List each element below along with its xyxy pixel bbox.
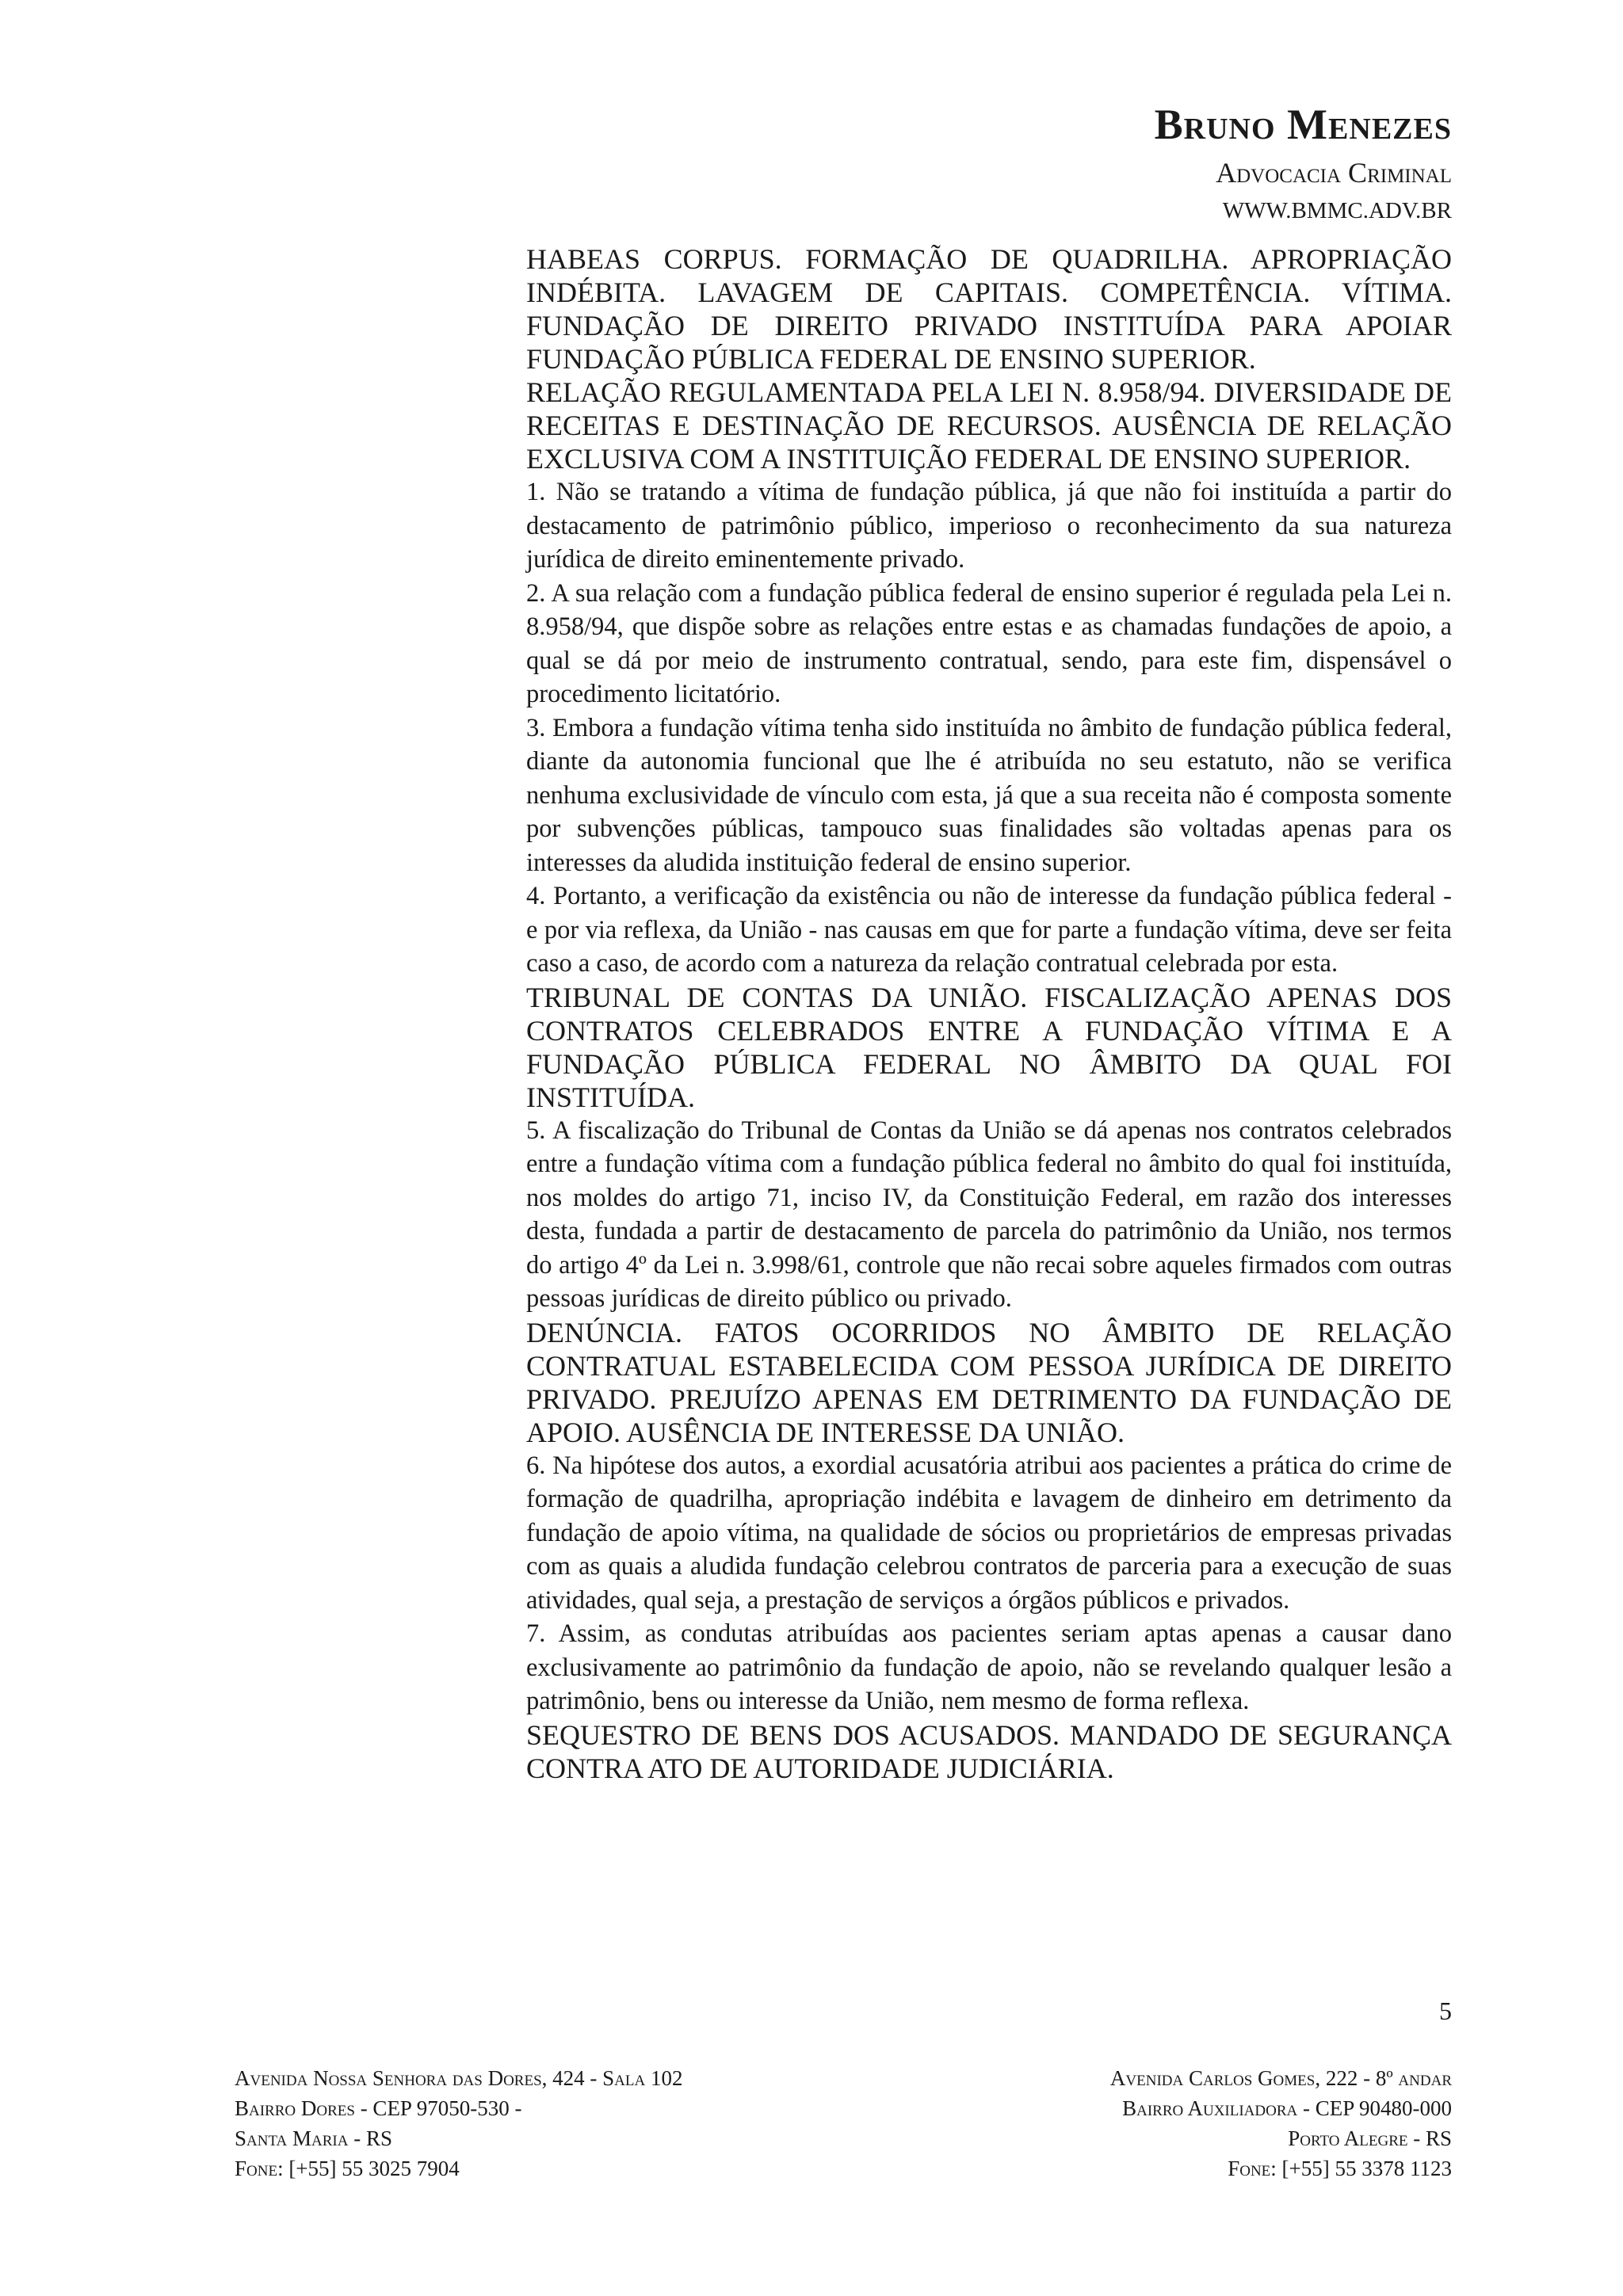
footer-line: Porto Alegre - RS	[1288, 2126, 1452, 2150]
firm-website: WWW.BMMC.ADV.BR	[1222, 198, 1452, 224]
firm-name: Bruno Menezes	[1154, 101, 1452, 148]
footer-line: Avenida Nossa Senhora das Dores, 424 - Sala 102	[235, 2066, 683, 2090]
document-body	[526, 242, 1452, 1785]
heading-paragraph: RELAÇÃO REGULAMENTADA PELA LEI N. 8.958/94. DIVERSIDADE DE RECEITAS E DESTINAÇÃO DE RECURSOS. AUSÊNCIA DE RELAÇÃO EXCLUSIVA COM A INSTITUIÇÃO FEDERAL DE ENSINO SUPERIOR.	[526, 376, 1452, 475]
letterhead	[1155, 101, 1452, 227]
numbered-paragraph: 7. Assim, as condutas atribuídas aos pacientes seriam aptas apenas a causar dano exclusivamente ao patrimônio da fundação de apoio, não se revelando qualquer lesão a patrimônio, bens ou interesse da União, nem mesmo de forma reflexa.	[526, 1619, 1452, 1715]
footer-line: Avenida Carlos Gomes, 222 - 8º andar	[1109, 2066, 1452, 2090]
firm-subtitle: Advocacia Criminal	[1216, 157, 1452, 189]
numbered-paragraph: 1. Não se tratando a vítima de fundação pública, já que não foi instituída a partir do destacamento de patrimônio público, imperioso o reconhecimento da sua natureza jurídica de direito eminentemente privado.	[526, 478, 1452, 574]
numbered-paragraph: 6. Na hipótese dos autos, a exordial acusatória atribui aos pacientes a prática do crime de formação de quadrilha, apropriação indébita e lavagem de dinheiro em detrimento da fundação de apoio vítima, na qualidade de sócios ou proprietários de empresas privadas com as quais a aludida fundação celebrou contratos de parceria para a execução de suas atividades, qual seja, a prestação de serviços a órgãos públicos e privados.	[526, 1451, 1452, 1615]
footer-line: Santa Maria - RS	[235, 2126, 392, 2150]
numbered-paragraph: 4. Portanto, a verificação da existência ou não de interesse da fundação pública federal - e por via reflexa, da União - nas causas em que for parte a fundação vítima, deve ser feita caso a caso, de acordo com a natureza da relação contratual celebrada por esta.	[526, 882, 1452, 978]
heading-paragraph: DENÚNCIA. FATOS OCORRIDOS NO ÂMBITO DE RELAÇÃO CONTRATUAL ESTABELECIDA COM PESSOA JURÍDICA DE DIREITO PRIVADO. PREJUÍZO APENAS EM DETRIMENTO DA FUNDAÇÃO DE APOIO. AUSÊNCIA DE INTERESSE DA UNIÃO.	[526, 1316, 1452, 1448]
numbered-paragraph: 5. A fiscalização do Tribunal de Contas da União se dá apenas nos contratos celebrados entre a fundação vítima com a fundação pública federal no âmbito do qual foi instituída, nos moldes do artigo 71, inciso IV, da Constituição Federal, em razão dos interesses desta, fundada a partir de destacamento de parcela do patrimônio da União, nos termos do artigo 4º da Lei n. 3.998/61, controle que não recai sobre aqueles firmados com outras pessoas jurídicas de direito público ou privado.	[526, 1116, 1452, 1313]
heading-paragraph: SEQUESTRO DE BENS DOS ACUSADOS. MANDADO DE SEGURANÇA CONTRA ATO DE AUTORIDADE JUDICIÁRIA.	[526, 1718, 1452, 1784]
footer-line: Fone: [+55] 55 3378 1123	[1228, 2157, 1452, 2180]
page-number: 5	[1439, 1997, 1452, 2025]
numbered-paragraph: 2. A sua relação com a fundação pública federal de ensino superior é regulada pela Lei n. 8.958/94, que dispõe sobre as relações entre estas e as chamadas fundações de apoio, a qual se dá por meio de instrumento contratual, sendo, para este fim, dispensável o procedimento licitatório.	[526, 578, 1452, 708]
numbered-paragraph: 3. Embora a fundação vítima tenha sido instituída no âmbito de fundação pública federal, diante da autonomia funcional que lhe é atribuída no seu estatuto, não se verifica nenhuma exclusividade de vínculo com esta, já que a sua receita não é composta somente por subvenções públicas, tampouco suas finalidades são voltadas apenas para os interesses da aludida instituição federal de ensino superior.	[526, 713, 1452, 877]
heading-paragraph: HABEAS CORPUS. FORMAÇÃO DE QUADRILHA. APROPRIAÇÃO INDÉBITA. LAVAGEM DE CAPITAIS. COMPETÊNCIA. VÍTIMA. FUNDAÇÃO DE DIREITO PRIVADO INSTITUÍDA PARA APOIAR FUNDAÇÃO PÚBLICA FEDERAL DE ENSINO SUPERIOR.	[526, 243, 1452, 375]
footer-line: Bairro Auxiliadora - CEP 90480-000	[1122, 2096, 1452, 2120]
footer-line: Fone: [+55] 55 3025 7904	[235, 2157, 460, 2180]
footer-line: Bairro Dores - CEP 97050-530 -	[235, 2096, 522, 2120]
heading-paragraph: TRIBUNAL DE CONTAS DA UNIÃO. FISCALIZAÇÃO APENAS DOS CONTRATOS CELEBRADOS ENTRE A FUNDAÇÃO VÍTIMA E A FUNDAÇÃO PÚBLICA FEDERAL NO ÂMBITO DA QUAL FOI INSTITUÍDA.	[526, 981, 1452, 1113]
footer-address-left	[235, 2063, 805, 2183]
footer-address-right	[881, 2063, 1452, 2183]
